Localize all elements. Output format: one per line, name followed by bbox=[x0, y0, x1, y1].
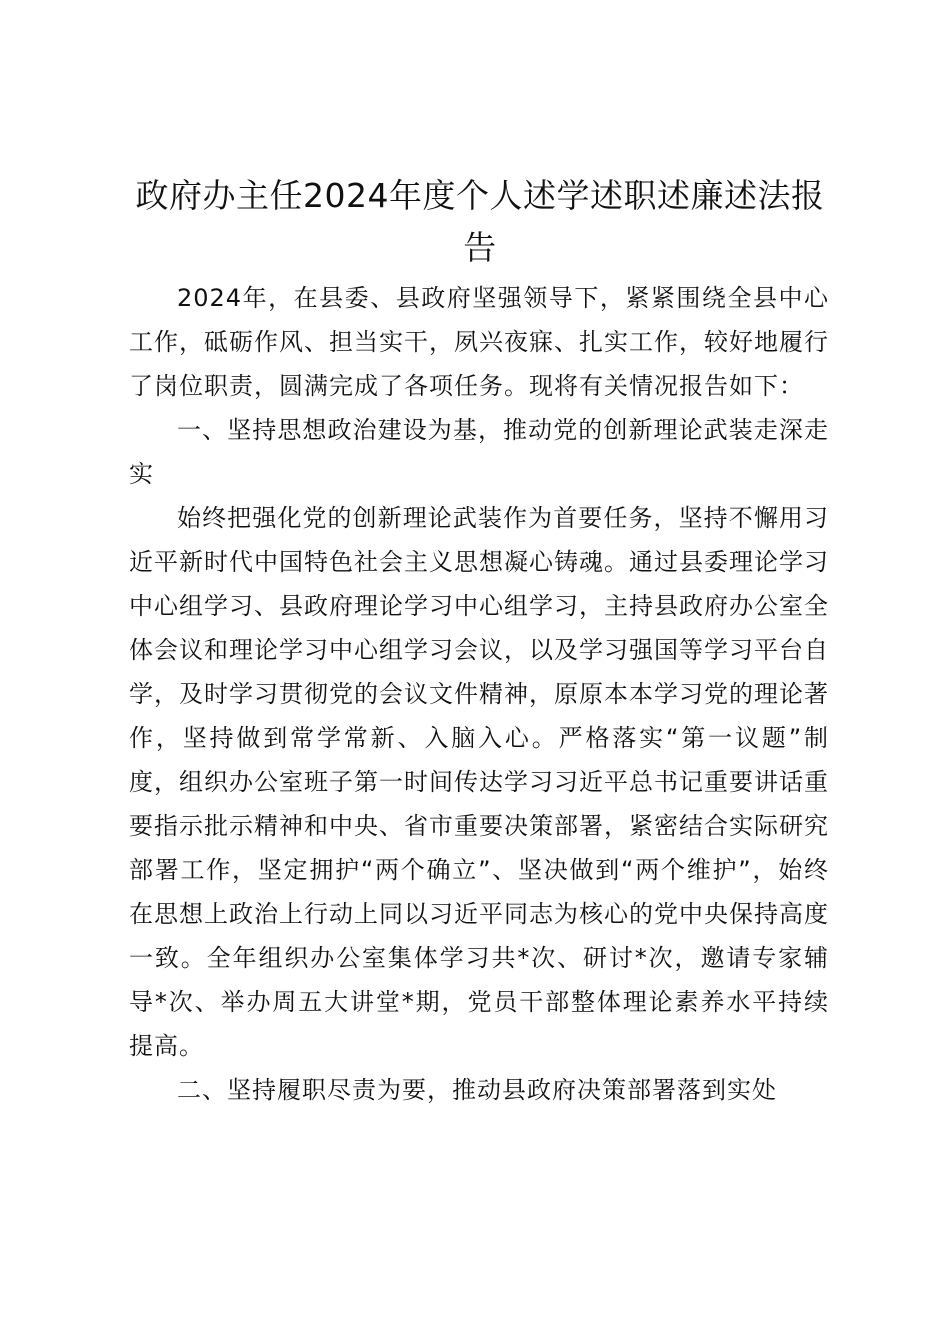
document-body bbox=[129, 276, 829, 1112]
section-heading-2: 二、坚持履职尽责为要，推动县政府决策部署落到实处 bbox=[177, 1076, 777, 1104]
intro-paragraph: 2024年，在县委、县政府坚强领导下，紧紧围绕全县中心工作，砥砺作风、担当实干，夙兴夜寐、扎实工作，较好地履行了岗位职责，圆满完成了各项任务。现将有关情况报告如下： bbox=[129, 284, 829, 400]
section-heading-1: 一、坚持思想政治建设为基，推动党的创新理论武装走深走实 bbox=[129, 416, 829, 488]
document-title: 政府办主任2024年度个人述学述职述廉述法报告 bbox=[135, 176, 825, 267]
section-1-paragraph: 始终把强化党的创新理论武装作为首要任务，坚持不懈用习近平新时代中国特色社会主义思想凝心铸魂。通过县委理论学习中心组学习、县政府理论学习中心组学习，主持县政府办公室全体会议和理论学习中心组学习会议，以及学习强国等学习平台自学，及时学习贯彻党的会议文件精神，原原本本学习党的理论著作，坚持做到常学常新、入脑入心。严格落实“第一议题”制度，组织办公室班子第一时间传达学习习近平总书记重要讲话重要指示批示精神和中央、省市重要决策部署，紧密结合实际研究部署工作，坚定拥护“两个确立”、坚决做到“两个维护”，始终在思想上政治上行动上同以习近平同志为核心的党中央保持高度一致。全年组织办公室集体学习共*次、研讨*次，邀请专家辅导*次、举办周五大讲堂*期，党员干部整体理论素养水平持续提高。 bbox=[129, 504, 829, 1060]
